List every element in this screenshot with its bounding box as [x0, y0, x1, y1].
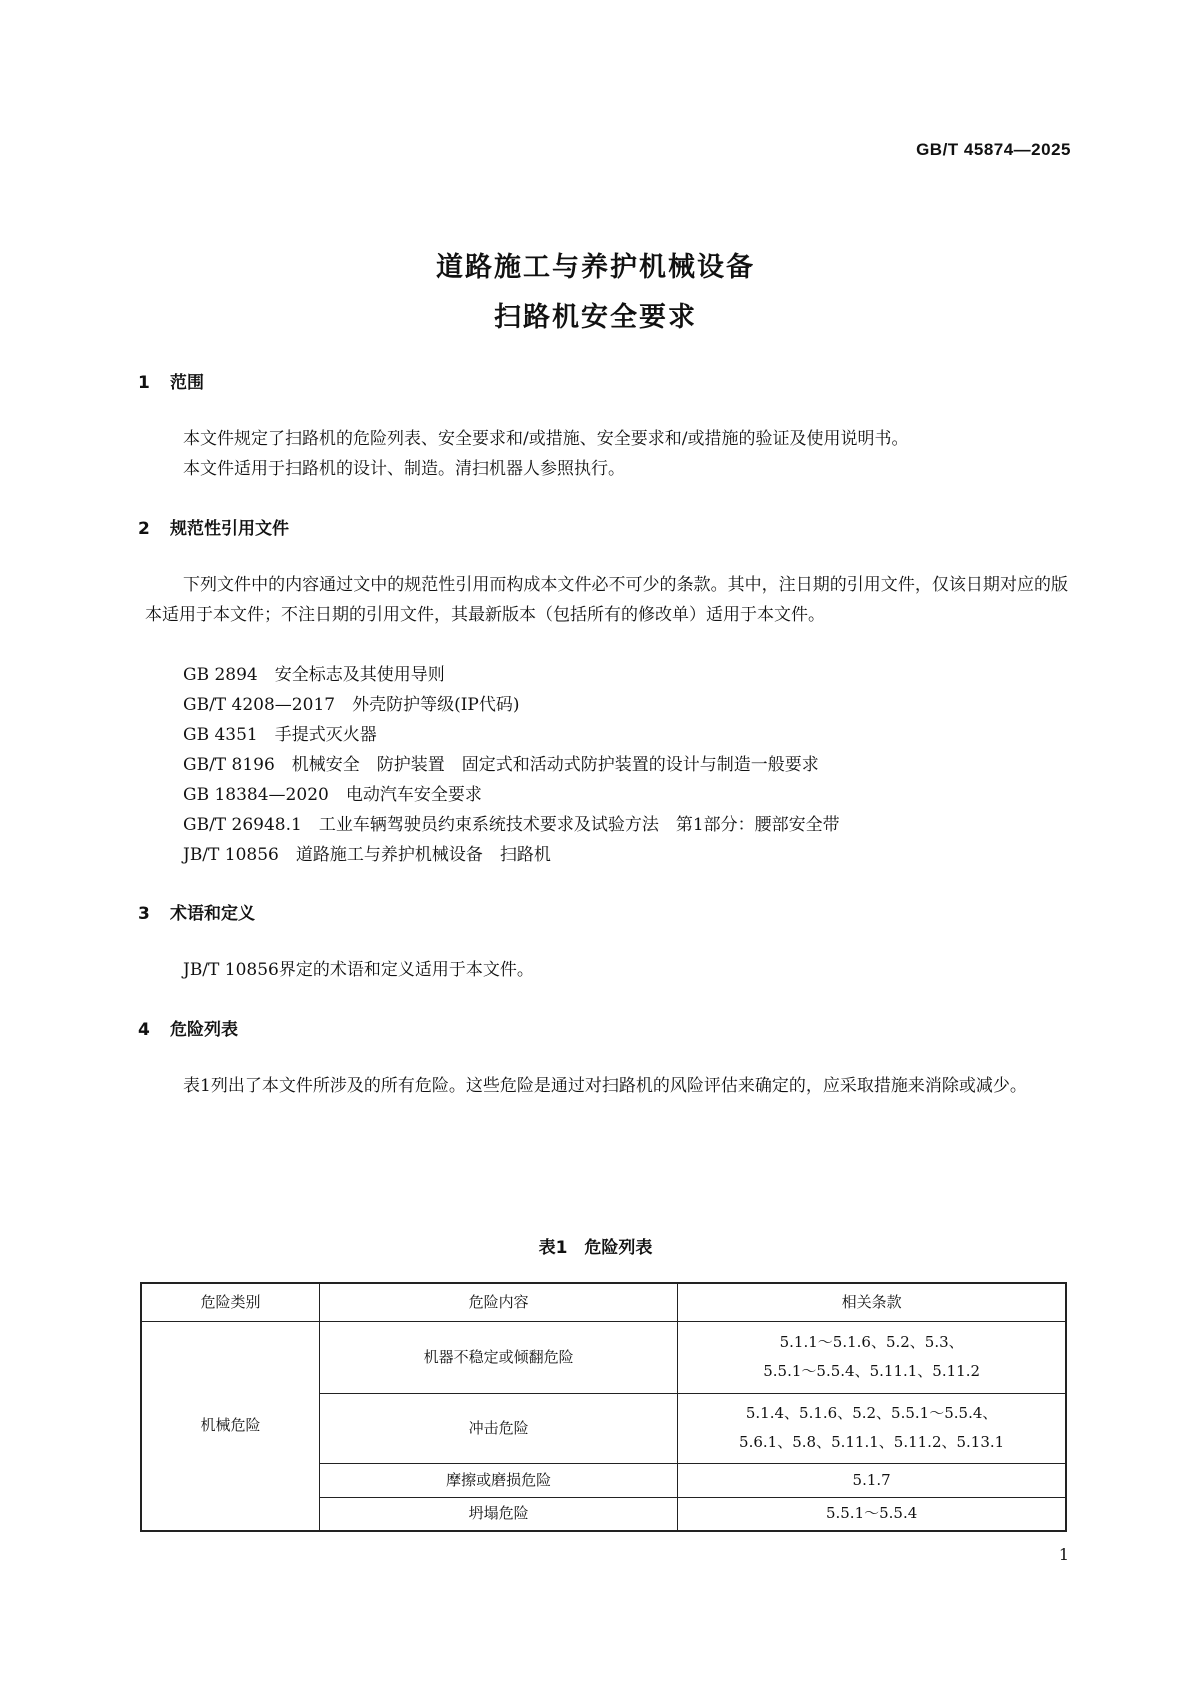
section-4-title: 危险列表 [170, 1020, 238, 1040]
section-2-title: 规范性引用文件 [170, 519, 289, 539]
hazard-content-cell: 坍塌危险 [320, 1497, 678, 1531]
clauses-cell [678, 1497, 1066, 1531]
clause-line: 5.1.1～5.1.6、5.2、5.3、 [779, 1333, 964, 1351]
clauses-cell [678, 1393, 1066, 1463]
page-number: 1 [1058, 1545, 1069, 1564]
document-title-line2: 扫路机安全要求 [494, 302, 697, 333]
clauses-cell [678, 1463, 1066, 1497]
section-1-number: 1 [138, 373, 150, 393]
section-3-title: 术语和定义 [170, 904, 255, 924]
hazard-category-cell: 机械危险 [141, 1321, 320, 1531]
clause-line: 5.1.4、5.1.6、5.2、5.5.1～5.5.4、 [745, 1404, 998, 1422]
clause-line: 5.6.1、5.8、5.11.1、5.11.2、5.13.1 [739, 1433, 1005, 1451]
reference-item: GB 4351 手提式灭火器 [183, 725, 377, 745]
clauses-cell [678, 1321, 1066, 1393]
section-1-paragraph-1: 本文件规定了扫路机的危险列表、安全要求和/或措施、安全要求和/或措施的验证及使用说明书。 [183, 429, 909, 449]
reference-item: GB 2894 安全标志及其使用导则 [183, 665, 445, 685]
reference-item: JB/T 10856 道路施工与养护机械设备 扫路机 [183, 845, 551, 865]
header-hazard-content: 危险内容 [320, 1283, 678, 1321]
document-title-line1: 道路施工与养护机械设备 [436, 252, 755, 283]
section-3-number: 3 [138, 904, 150, 924]
hazard-content-cell: 摩擦或磨损危险 [320, 1463, 678, 1497]
section-3-paragraph: JB/T 10856界定的术语和定义适用于本文件。 [183, 960, 534, 980]
reference-item: GB/T 4208—2017 外壳防护等级(IP代码) [183, 695, 520, 715]
hazard-content-cell: 冲击危险 [320, 1393, 678, 1463]
clause-line: 5.5.1～5.5.4 [825, 1504, 918, 1523]
clause-line: 5.5.1～5.5.4、5.11.1、5.11.2 [763, 1362, 981, 1380]
section-1-title: 范围 [170, 373, 204, 393]
section-2-number: 2 [138, 519, 150, 539]
standard-code: GB/T 45874—2025 [916, 140, 1071, 159]
section-1-heading [138, 368, 204, 393]
reference-item: GB/T 8196 机械安全 防护装置 固定式和活动式防护装置的设计与制造一般要求 [183, 755, 819, 775]
reference-item: GB/T 26948.1 工业车辆驾驶员约束系统技术要求及试验方法 第1部分：腰部安全带 [183, 815, 840, 835]
header-related-clauses: 相关条款 [678, 1283, 1066, 1321]
table-row [141, 1321, 1066, 1393]
section-3-heading [138, 899, 255, 924]
section-2-intro: 下列文件中的内容通过文中的规范性引用而构成本文件必不可少的条款。其中，注日期的引用文件，仅该日期对应的版本适用于本文件；不注日期的引用文件，其最新版本（包括所有的修改单）适用于本文件。 [145, 575, 1068, 625]
section-4-intro: 表1列出了本文件所涉及的所有危险。这些危险是通过对扫路机的风险评估来确定的，应采取措施来消除或减少。 [183, 1076, 1027, 1096]
section-1-paragraph-2: 本文件适用于扫路机的设计、制造。清扫机器人参照执行。 [183, 459, 625, 479]
hazard-content-cell: 机器不稳定或倾翻危险 [320, 1321, 678, 1393]
reference-item: GB 18384—2020 电动汽车安全要求 [183, 785, 482, 805]
section-4-number: 4 [138, 1020, 150, 1040]
section-2-heading [138, 514, 289, 539]
hazard-table [140, 1282, 1067, 1532]
clause-line: 5.1.7 [852, 1470, 891, 1489]
header-hazard-category: 危险类别 [141, 1283, 320, 1321]
section-4-heading [138, 1015, 238, 1040]
table-header-row [141, 1283, 1066, 1321]
table-caption: 表1 危险列表 [538, 1238, 653, 1258]
